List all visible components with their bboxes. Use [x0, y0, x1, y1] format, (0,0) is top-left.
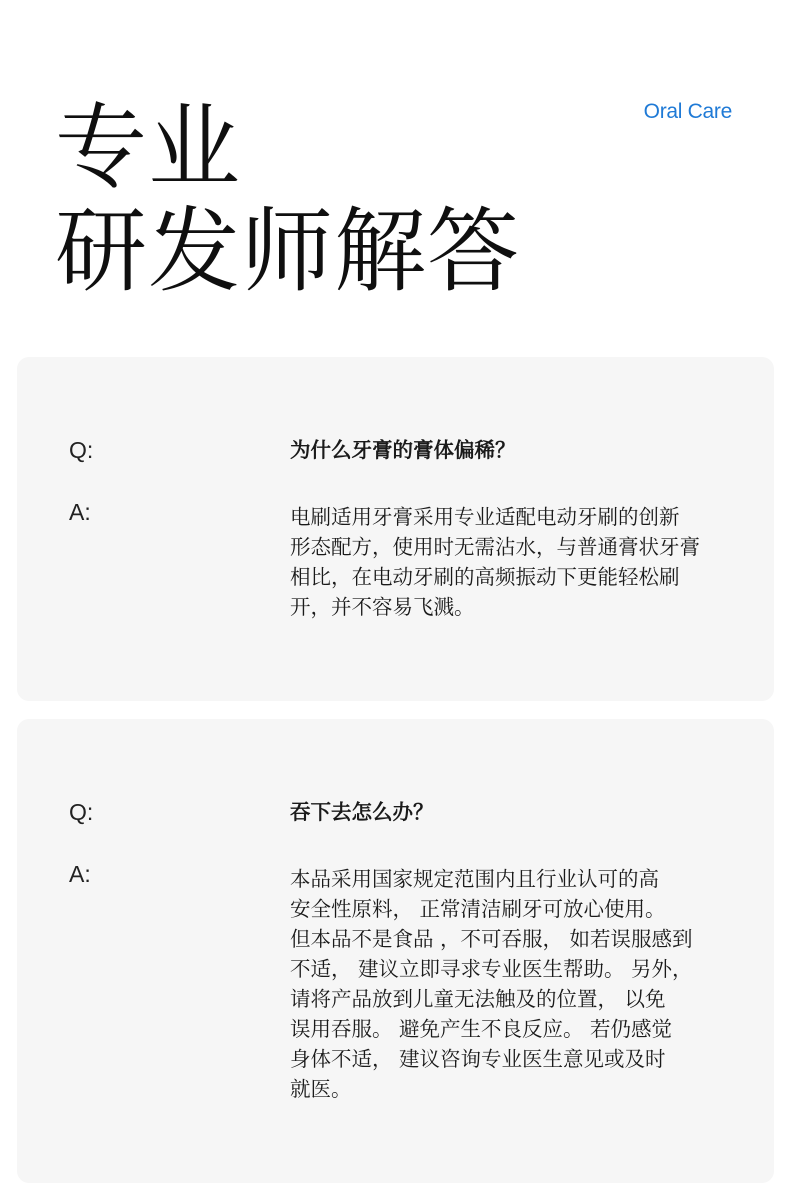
- answer-marker: A:: [69, 861, 91, 887]
- page-title-line-1: 专业: [55, 94, 242, 201]
- answer-line: 身体不适， 建议咨询专业医生意见或及时: [290, 1047, 666, 1071]
- question-text: 为什么牙膏的膏体偏稀？: [290, 438, 516, 462]
- answer-marker: A:: [69, 499, 91, 525]
- question-marker: Q:: [69, 437, 94, 463]
- faq-card-1: [17, 357, 774, 701]
- answer-line: 安全性原料， 正常清洁刷牙可放心使用。: [290, 897, 666, 921]
- answer-line: 开，并不容易飞溅。: [290, 595, 475, 619]
- answer-text: [290, 864, 740, 1104]
- answer-line: 就医。: [290, 1077, 352, 1101]
- answer-line: 相比，在电动牙刷的高频振动下更能轻松刷: [290, 565, 680, 589]
- page-title-line-2: 研发师解答: [55, 198, 521, 305]
- brand-tag: Oral Care: [643, 100, 732, 123]
- answer-line: 形态配方，使用时无需沾水，与普通膏状牙膏: [290, 535, 700, 559]
- answer-line: 电刷适用牙膏采用专业适配电动牙刷的创新: [290, 505, 680, 529]
- answer-line: 误用吞服。 避免产生不良反应。 若仍感觉: [290, 1017, 673, 1041]
- faq-card-2: [17, 719, 774, 1183]
- question-text: 吞下去怎么办？: [290, 800, 434, 824]
- answer-text: [290, 502, 740, 622]
- answer-line: 不适， 建议立即寻求专业医生帮助。 另外，: [290, 957, 693, 981]
- question-marker: Q:: [69, 799, 94, 825]
- answer-line: 请将产品放到儿童无法触及的位置， 以免: [290, 987, 666, 1011]
- answer-line: 本品采用国家规定范围内且行业认可的高: [290, 867, 659, 891]
- page-title: [55, 96, 520, 304]
- answer-line: 但本品不是食品 ，不可吞服， 如若误服感到: [290, 927, 693, 951]
